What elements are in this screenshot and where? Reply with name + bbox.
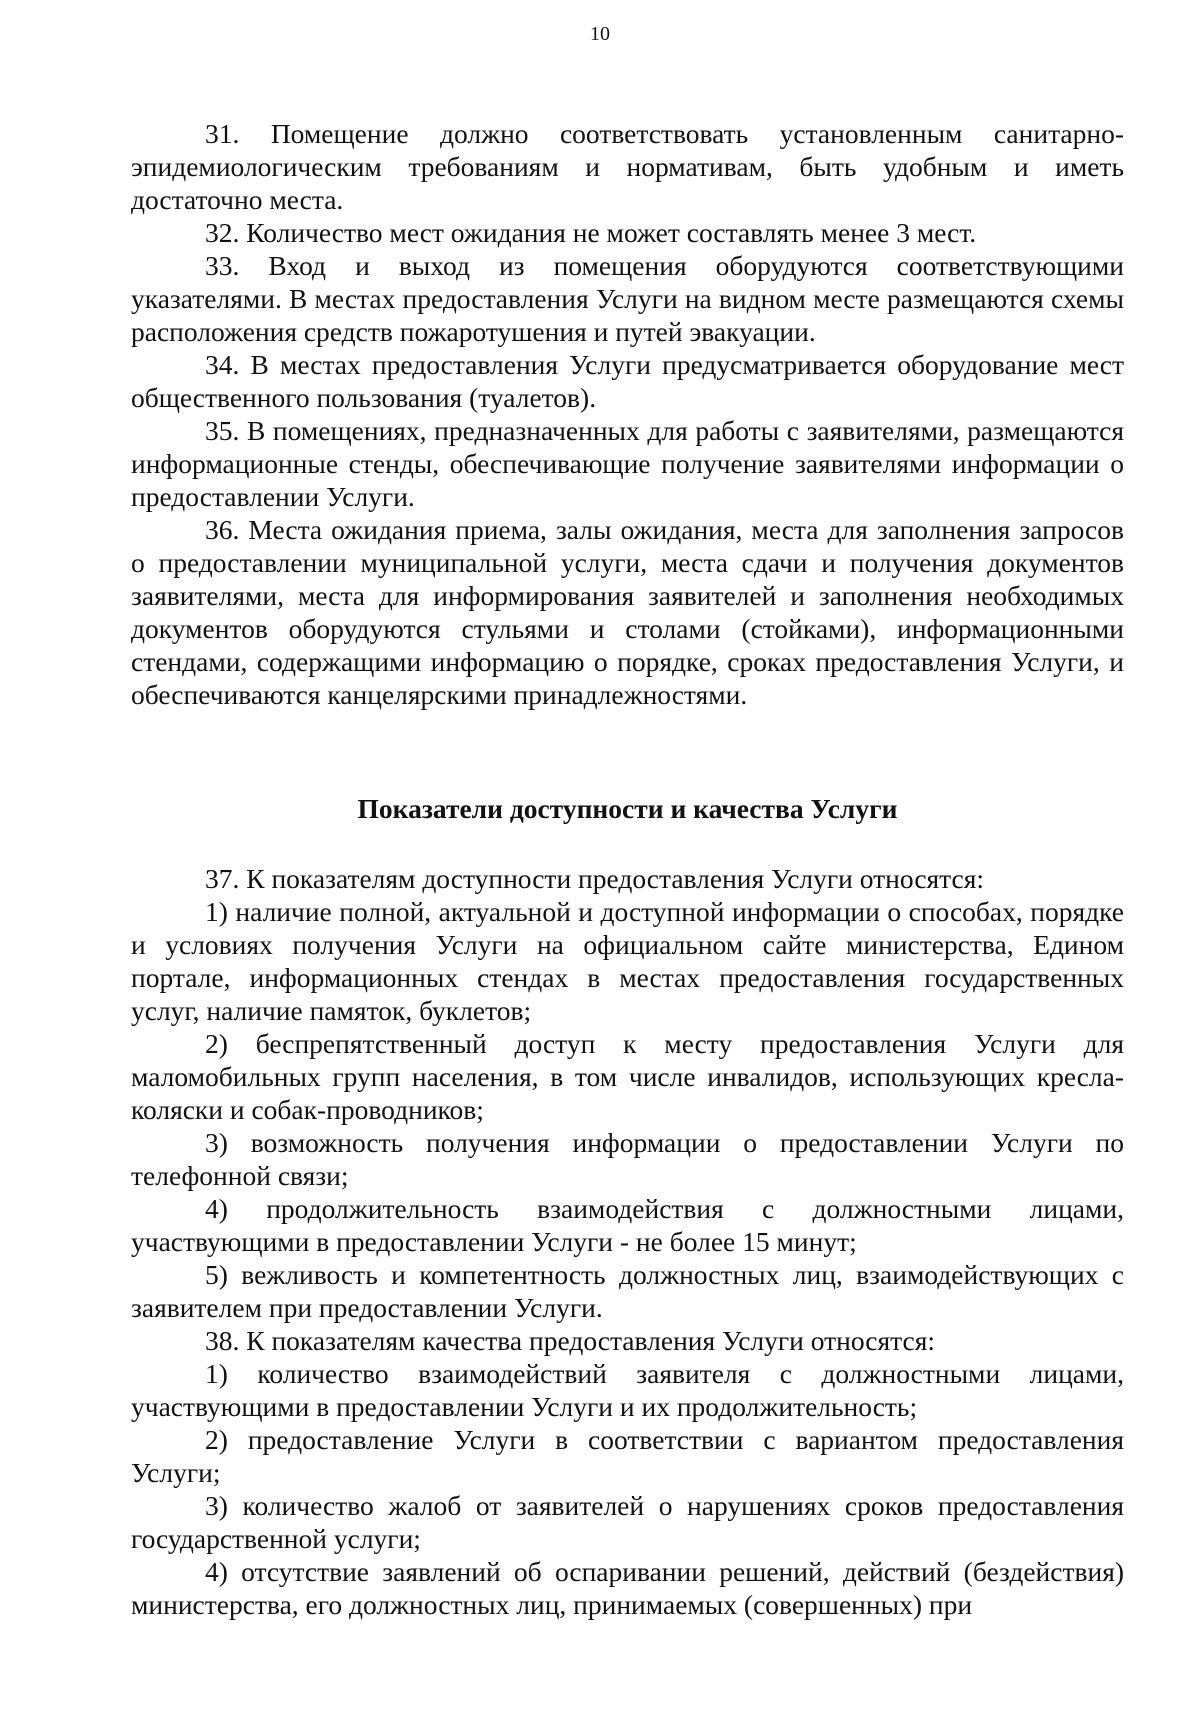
paragraph-37: 37. К показателям доступности предоставления Услуги относятся: bbox=[205, 863, 985, 894]
list-item: 3) количество жалоб от заявителей о нарушениях сроков предоставления государственной услуги; bbox=[131, 1490, 1124, 1554]
list-item: 2) предоставление Услуги в соответствии с вариантом предоставления Услуги; bbox=[131, 1424, 1124, 1488]
paragraph-38: 38. К показателям качества предоставления Услуги относятся: bbox=[205, 1325, 935, 1356]
section-heading: Показатели доступности и качества Услуги bbox=[357, 793, 898, 824]
paragraph-36: 36. Места ожидания приема, залы ожидания, места для заполнения запросов о предоставлении муниципальной услуги, места сдачи и получения документов заявителями, места для информирования заявителей и заполнения необходимых документов оборудуются стульями и столами (стойками), информационными стендами, содержащими информацию о порядке, сроках предоставления Услуги, и обеспечиваются канцелярскими принадлежностями. bbox=[131, 514, 1124, 710]
list-item: 2) беспрепятственный доступ к месту предоставления Услуги для маломобильных групп населения, в том числе инвалидов, использующих кресла-коляски и собак-проводников; bbox=[131, 1028, 1124, 1125]
paragraph-31: 31. Помещение должно соответствовать установленным санитарно-эпидемиологическим требованиям и нормативам, быть удобным и иметь достаточно места. bbox=[131, 118, 1124, 215]
list-item: 3) возможность получения информации о предоставлении Услуги по телефонной связи; bbox=[131, 1127, 1124, 1191]
paragraph-34: 34. В местах предоставления Услуги предусматривается оборудование мест общественного пользования (туалетов). bbox=[131, 349, 1124, 413]
list-item: 4) продолжительность взаимодействия с должностными лицами, участвующими в предоставлении Услуги - не более 15 минут; bbox=[131, 1193, 1124, 1257]
list-item: 1) количество взаимодействий заявителя с должностными лицами, участвующими в предоставлении Услуги и их продолжительность; bbox=[131, 1358, 1124, 1422]
list-item: 4) отсутствие заявлений об оспаривании решений, действий (бездействия) министерства, его должностных лиц, принимаемых (совершенных) при bbox=[131, 1556, 1124, 1620]
paragraph-35: 35. В помещениях, предназначенных для работы с заявителями, размещаются информационные стенды, обеспечивающие получение заявителями информации о предоставлении Услуги. bbox=[131, 415, 1124, 512]
list-item: 1) наличие полной, актуальной и доступной информации о способах, порядке и условиях получения Услуги на официальном сайте министерства, Едином портале, информационных стендах в местах предоставления государственных услуг, наличие памяток, буклетов; bbox=[131, 896, 1124, 1026]
list-item: 5) вежливость и компетентность должностных лиц, взаимодействующих с заявителем при предоставлении Услуги. bbox=[131, 1259, 1124, 1323]
paragraph-33: 33. Вход и выход из помещения оборудуются соответствующими указателями. В местах предоставления Услуги на видном месте размещаются схемы расположения средств пожаротушения и путей эвакуации. bbox=[131, 250, 1124, 347]
document-body bbox=[131, 117, 1124, 1621]
page-number: 10 bbox=[590, 23, 610, 45]
paragraph-32: 32. Количество мест ожидания не может составлять менее 3 мест. bbox=[205, 217, 977, 248]
